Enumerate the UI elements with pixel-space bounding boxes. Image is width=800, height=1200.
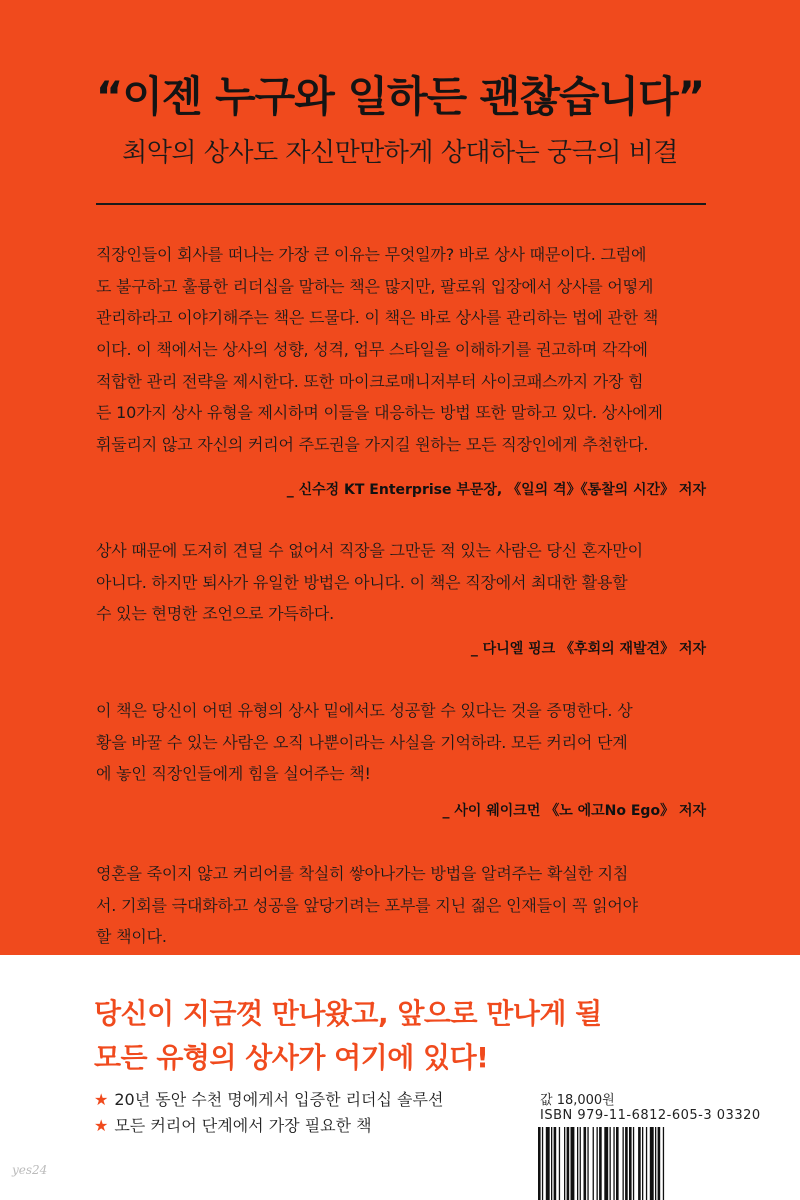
barcode-bar [613,1127,614,1200]
barcode-icon [538,1127,708,1200]
tagline-line-1: 당신이 지금껏 만나왔고, 앞으로 만나게 될 [94,997,602,1030]
divider [96,203,706,205]
barcode-bar [623,1127,624,1200]
barcode-bar [597,1127,598,1200]
barcode-bar [655,1127,656,1200]
review-attribution-2: _ 다니엘 핑크 《후회의 재발견》 저자 [470,641,706,657]
star-icon: ★ [94,1090,109,1109]
bullet-item-1 [94,1087,443,1110]
barcode-bar [567,1127,570,1200]
review-text-3 [96,695,706,790]
review-line: 황을 바꿀 수 있는 사람은 오직 나뿐이라는 사실을 기억하라. 모든 커리어 단계 [96,732,628,752]
review-line: 직장인들이 회사를 떠나는 가장 큰 이유는 무엇일까? 바로 상사 때문이다. 그럼에 [96,245,647,264]
bullet-text: 20년 동안 수천 명에게서 입증한 리더십 솔루션 [114,1090,444,1109]
barcode-bar [546,1127,550,1200]
barcode-bar [604,1127,608,1200]
barcode-bar [633,1127,634,1200]
headline: “이젠 누구와 일하든 괜찮습니다” [95,72,705,121]
barcode-bar [554,1127,557,1200]
barcode-bar [646,1127,647,1200]
barcode-bar [551,1127,552,1200]
barcode-bar [629,1127,632,1200]
barcode-bar [577,1127,578,1200]
barcode-bar [599,1127,602,1200]
barcode-bar [642,1127,643,1200]
barcode-bar [638,1127,641,1200]
price-label: 값 18,000원 [540,1093,615,1108]
barcode-bar [663,1127,664,1200]
subtitle: 최악의 상사도 자신만만하게 상대하는 궁극의 비결 [122,138,678,168]
review-text-2 [96,535,706,630]
review-line: 서. 기회를 극대화하고 성공을 앞당기려는 포부를 지닌 젊은 인재들이 꼭 읽어야 [96,895,638,915]
barcode-bar [559,1127,560,1200]
barcode-bar [571,1127,575,1200]
review-line: 이 책은 당신이 어떤 유형의 상사 밑에서도 성공할 수 있다는 것을 증명한다. 상 [96,701,633,720]
barcode-bar [650,1127,654,1200]
review-text-4 [96,858,706,953]
barcode-bar [610,1127,611,1200]
review-line: 에 놓인 직장인들에게 힘을 실어주는 책! [96,764,371,784]
review-line: 상사 때문에 도저히 견딜 수 없어서 직장을 그만둔 적 있는 사람은 당신 혼자만이 [96,541,643,560]
review-attribution-3: _ 사이 웨이크먼 《노 에고No Ego》 저자 [442,803,706,819]
barcode-bar [542,1127,543,1200]
star-icon: ★ [94,1116,109,1135]
review-line: 관리하라고 이야기해주는 책은 드물다. 이 책은 바로 상사를 관리하는 법에 관한 책 [96,308,659,328]
review-line: 든 10가지 상사 유형을 제시하며 이들을 대응하는 방법 또한 말하고 있다. 상사에게 [96,403,663,423]
review-line: 적합한 관리 전략을 제시한다. 또한 마이크로매니저부터 사이코패스까지 가장 힘 [96,371,644,391]
review-line: 아니다. 하지만 퇴사가 유일한 방법은 아니다. 이 책은 직장에서 최대한 활용할 [96,572,628,592]
review-text-1 [96,239,706,461]
review-line: 휘둘리지 않고 자신의 커리어 주도권을 가지길 원하는 모든 직장인에게 추천한다. [96,435,649,455]
barcode-bar [584,1127,587,1200]
bullet-text: 모든 커리어 단계에서 가장 필요한 책 [114,1116,372,1135]
barcode-bar [625,1127,628,1200]
barcode-bar [593,1127,594,1200]
review-attribution-1: _ 신수정 KT Enterprise 부문장, 《일의 격》《통찰의 시간》 저자 [286,482,706,498]
barcode-bar [580,1127,581,1200]
barcode-bar [564,1127,565,1200]
bullet-item-2 [94,1113,372,1136]
barcode-bar [658,1127,661,1200]
watermark-logo: yes24 [12,1163,48,1177]
tagline-line-2: 모든 유형의 상사가 여기에 있다! [94,1041,489,1074]
review-line: 이다. 이 책에서는 상사의 성향, 성격, 업무 스타일을 이해하기를 권고하며 각각에 [96,340,648,360]
barcode-bar [587,1127,588,1200]
barcode-bar [616,1127,619,1200]
review-line: 수 있는 현명한 조언으로 가득하다. [96,604,335,624]
review-line: 영혼을 죽이지 않고 커리어를 착실히 쌓아나가는 방법을 알려주는 확실한 지침 [96,864,629,883]
review-line: 할 책이다. [96,927,167,947]
barcode-bar [538,1127,541,1200]
review-line: 도 불구하고 훌륭한 리더십을 말하는 책은 많지만, 팔로워 입장에서 상사를 어떻게 [96,276,654,296]
isbn-label: ISBN 979-11-6812-605-3 03320 [540,1108,761,1123]
